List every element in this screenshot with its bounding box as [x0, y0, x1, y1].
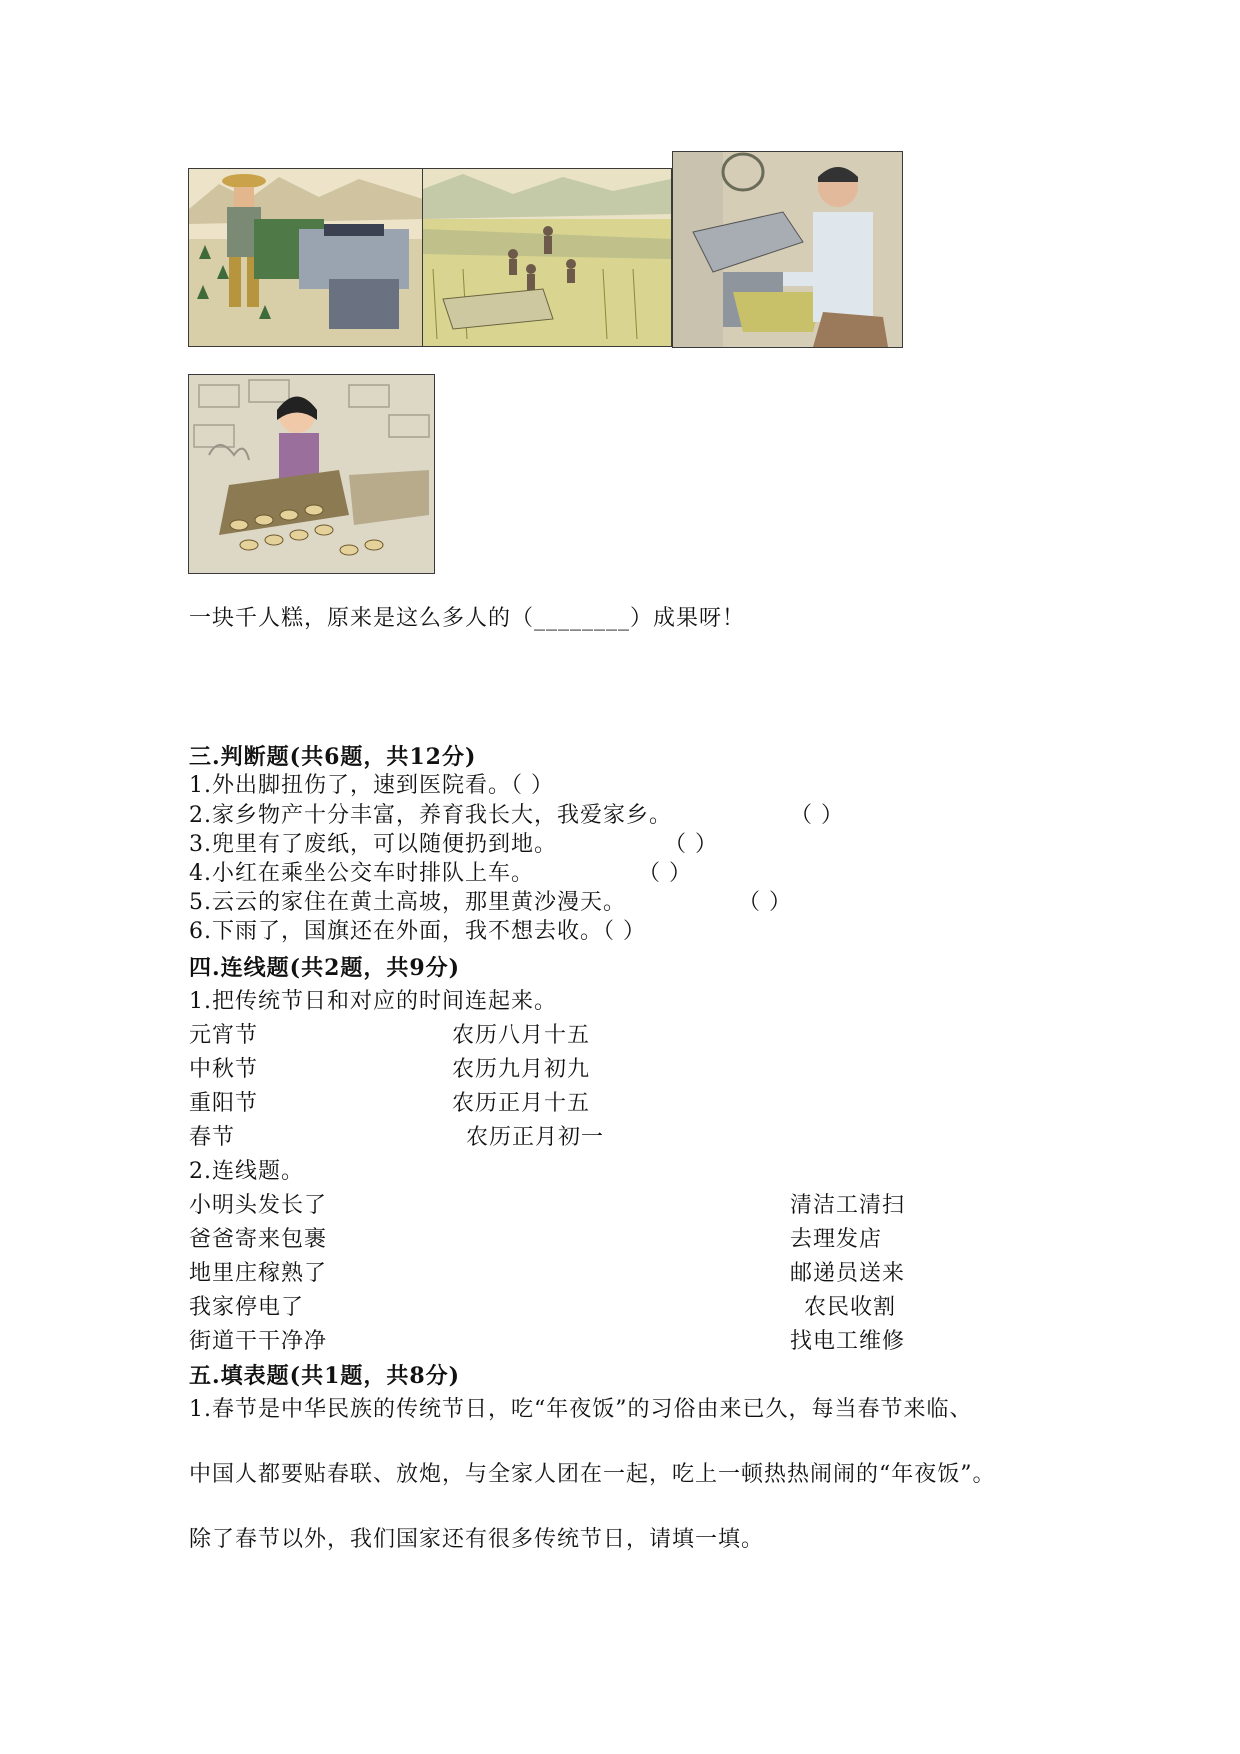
situation-right-4: 农民收割 [804, 1295, 897, 1320]
situation-left-5: 街道干干净净 [189, 1329, 328, 1354]
fill-table-line-3: 除了春节以外，我们国家还有很多传统节日，请填一填。 [189, 1527, 765, 1552]
festival-left-2: 中秋节 [189, 1057, 259, 1082]
situation-left-1: 小明头发长了 [189, 1193, 328, 1218]
judge-item-3: 3.兜里有了废纸，可以随便扔到地。 [189, 832, 557, 857]
situation-left-4: 我家停电了 [189, 1295, 305, 1320]
match-q2-prompt: 2.连线题。 [189, 1159, 304, 1184]
section4-heading: 四.连线题(共2题，共9分) [189, 955, 461, 981]
festival-left-4: 春节 [189, 1125, 236, 1150]
fill-in-sentence: 一块千人糕，原来是这么多人的（________）成果呀！ [189, 606, 746, 631]
situation-left-2: 爸爸寄来包裹 [189, 1227, 328, 1252]
fill-table-line-2: 中国人都要贴春联、放炮，与全家人团在一起，吃上一顿热热闹闹的“年夜饭”。 [189, 1462, 996, 1487]
situation-left-3: 地里庄稼熟了 [189, 1261, 328, 1286]
section3-heading: 三.判断题(共6题，共12分) [189, 744, 477, 770]
judge-item-6: 6.下雨了，国旗还在外面，我不想去收。（ ） [189, 919, 646, 944]
miller-illustration [672, 151, 903, 348]
cake-maker-illustration [188, 374, 435, 574]
festival-right-3: 农历正月十五 [452, 1091, 591, 1116]
judge-item-1: 1.外出脚扭伤了，速到医院看。（ ） [189, 773, 554, 798]
situation-right-5: 找电工维修 [790, 1329, 906, 1354]
judge-item-5: 5.云云的家住在黄土高坡，那里黄沙漫天。 [189, 890, 626, 915]
farmer-planting-illustration [188, 168, 424, 347]
festival-left-1: 元宵节 [189, 1023, 259, 1048]
judge-item-4: 4.小红在乘坐公交车时排队上车。 [189, 861, 534, 886]
judge-item-2: 2.家乡物产十分丰富，养育我长大，我爱家乡。 [189, 803, 672, 828]
judge-item-5-paren: （ ） [738, 890, 792, 915]
festival-right-1: 农历八月十五 [452, 1023, 591, 1048]
harvest-field-illustration [422, 168, 672, 347]
situation-right-2: 去理发店 [790, 1227, 883, 1252]
festival-right-4: 农历正月初一 [466, 1125, 605, 1150]
judge-item-4-paren: （ ） [638, 861, 692, 886]
situation-right-1: 清洁工清扫 [790, 1193, 906, 1218]
festival-right-2: 农历九月初九 [452, 1057, 591, 1082]
section5-heading: 五.填表题(共1题，共8分) [189, 1363, 461, 1389]
fill-table-line-1: 1.春节是中华民族的传统节日，吃“年夜饭”的习俗由来已久，每当春节来临、 [189, 1397, 973, 1422]
judge-item-2-paren: （ ） [790, 803, 844, 828]
situation-right-3: 邮递员送来 [790, 1261, 906, 1286]
match-q1-prompt: 1.把传统节日和对应的时间连起来。 [189, 989, 557, 1014]
judge-item-3-paren: （ ） [664, 832, 718, 857]
festival-left-3: 重阳节 [189, 1091, 259, 1116]
